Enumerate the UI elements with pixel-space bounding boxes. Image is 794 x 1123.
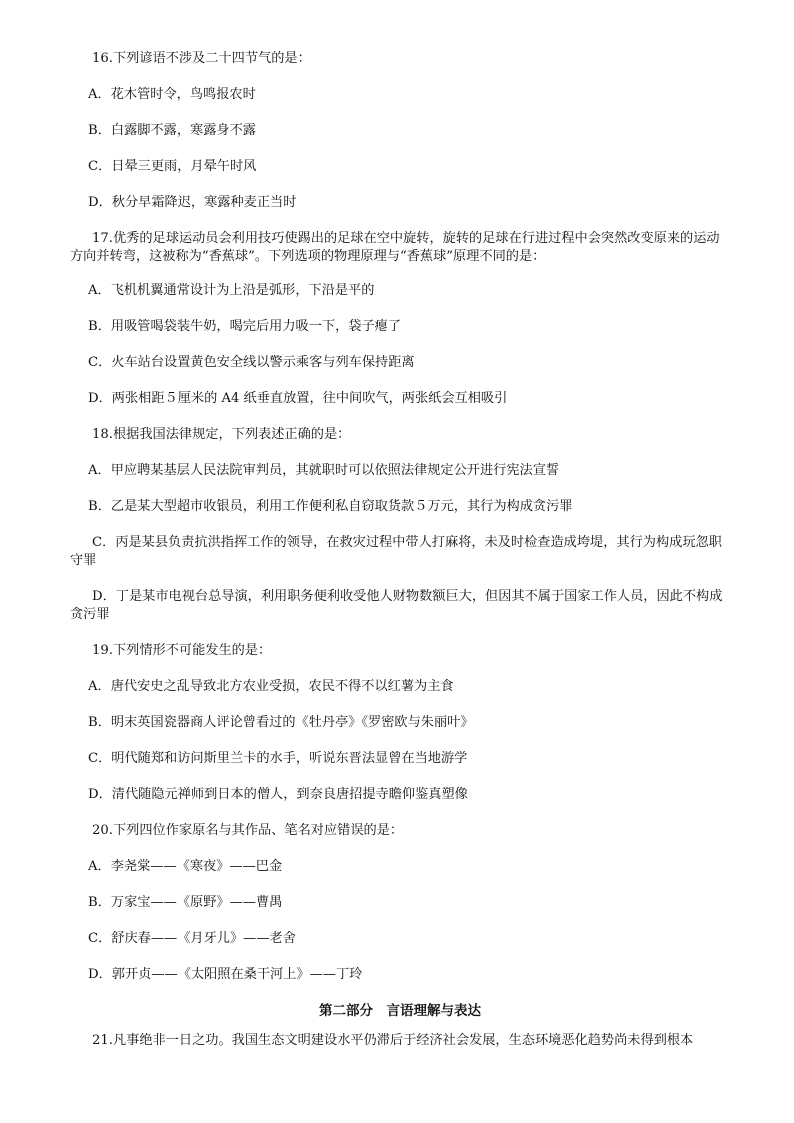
option-b: B．白露脚不露，寒露身不露 [88, 123, 256, 138]
option-a: A．甲应聘某基层人民法院审判员，其就职时可以依照法律规定公开进行宪法宣誓 [88, 463, 560, 478]
option-b: B．乙是某大型超市收银员，利用工作便利私自窃取货款５万元，其行为构成贪污罪 [88, 499, 573, 514]
option-c: C．日晕三更雨，月晕午时风 [88, 159, 257, 174]
option-c: C．火车站台设置黄色安全线以警示乘客与列车保持距离 [88, 355, 415, 370]
option-d: D．丁是某市电视台总导演，利用职务便利收受他人财物数额巨大，但因其不属于国家工作人员，因此不构成贪污罪 [70, 589, 723, 622]
option-d: D．两张相距５厘米的 A4 纸垂直放置，往中间吹气，两张纸会互相吸引 [88, 391, 508, 406]
option-d: D．郭开贞——《太阳照在桑干河上》——丁玲 [88, 967, 363, 982]
option-a: A．花木管时令，鸟鸣报农时 [88, 87, 256, 102]
question-stem: 21.凡事绝非一日之功。我国生态文明建设水平仍滞后于经济社会发展，生态环境恶化趋势尚未得到根本 [92, 1033, 694, 1048]
option-a: A．唐代安史之乱导致北方农业受损，农民不得不以红薯为主食 [88, 679, 454, 694]
question-stem: 20.下列四位作家原名与其作品、笔名对应错误的是： [92, 823, 404, 838]
question-stem: 17.优秀的足球运动员会利用技巧使踢出的足球在空中旋转，旋转的足球在行进过程中会突然改变原来的运动方向并转弯，这被称为“香蕉球”。下列选项的物理原理与“香蕉球”原理不同的是： [70, 231, 720, 264]
option-b: B．用吸管喝袋装牛奶，喝完后用力吸一下，袋子瘪了 [88, 319, 402, 334]
option-c: C．明代随郑和访问斯里兰卡的水手，听说东晋法显曾在当地游学 [88, 751, 468, 766]
option-a: A．李尧棠——《寒夜》——巴金 [88, 859, 283, 874]
option-c: C．舒庆春——《月牙儿》——老舍 [88, 931, 296, 946]
question-16 [70, 50, 730, 212]
question-21 [70, 1032, 730, 1050]
option-c: C．丙是某县负责抗洪指挥工作的领导，在救灾过程中带人打麻将，未及时检查造成垮堤，其行为构成玩忽职守罪 [70, 535, 722, 568]
question-17 [70, 230, 730, 408]
question-stem: 19.下列情形不可能发生的是： [92, 643, 272, 658]
question-19 [70, 642, 730, 804]
option-b: B．万家宝——《原野》——曹禺 [88, 895, 283, 910]
question-18 [70, 426, 730, 624]
option-d: D．清代随隐元禅师到日本的僧人，到奈良唐招提寺瞻仰鉴真塑像 [88, 787, 468, 802]
question-stem: 16.下列谚语不涉及二十四节气的是： [92, 51, 311, 66]
option-d: D．秋分早霜降迟，寒露种麦正当时 [88, 195, 297, 210]
section-heading: 第二部分 言语理解与表达 [319, 1003, 481, 1019]
question-stem: 18.根据我国法律规定，下列表述正确的是： [92, 427, 351, 442]
option-a: A．飞机机翼通常设计为上沿是弧形，下沿是平的 [88, 283, 375, 298]
document-page [70, 50, 730, 1068]
option-b: B．明末英国瓷器商人评论曾看过的《牡丹亭》《罗密欧与朱丽叶》 [88, 715, 474, 730]
question-20 [70, 822, 730, 984]
